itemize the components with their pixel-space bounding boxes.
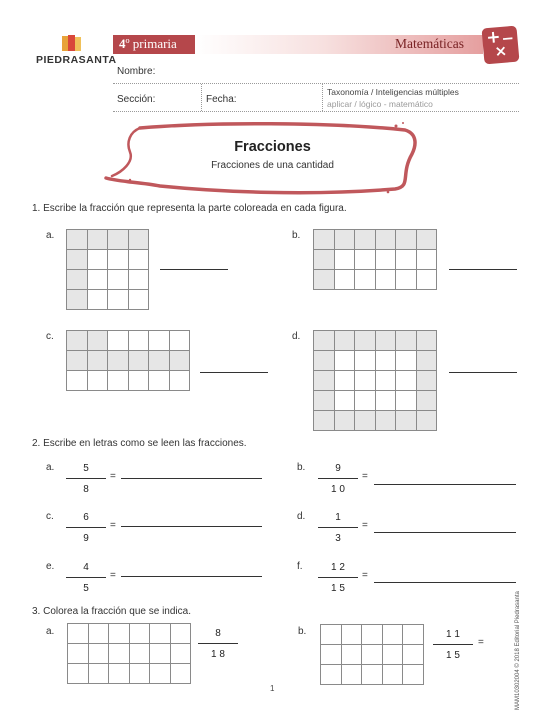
grid-cell-shaded <box>87 230 108 250</box>
grid-cell[interactable] <box>88 664 109 684</box>
grid-cell-shaded <box>416 411 437 431</box>
q2-answer-line-f[interactable] <box>374 582 516 583</box>
grid-cell[interactable] <box>362 625 383 645</box>
q3-grid-b[interactable] <box>320 624 424 685</box>
grid-cell-shaded <box>108 230 129 250</box>
grid-cell <box>416 250 437 270</box>
grid-cell[interactable] <box>88 624 109 644</box>
grid-cell-shaded <box>334 230 355 250</box>
grid-cell-shaded <box>169 351 190 371</box>
grid-cell[interactable] <box>362 665 383 685</box>
grid-cell-shaded <box>314 371 335 391</box>
grid-cell-shaded <box>314 331 335 351</box>
grid-cell[interactable] <box>150 644 171 664</box>
grid-row <box>314 351 437 371</box>
grid-cell-shaded <box>375 331 396 351</box>
q2-numerator-f: 1 2 <box>331 562 345 573</box>
grid-cell-shaded <box>396 331 417 351</box>
grid-cell-shaded <box>355 331 376 351</box>
grid-cell <box>128 290 149 310</box>
grid-cell <box>396 250 417 270</box>
grid-cell <box>375 250 396 270</box>
grid-row <box>314 230 437 250</box>
q2-label-c: c. <box>46 511 54 522</box>
grid-cell-shaded <box>67 230 88 250</box>
q2-label-b: b. <box>297 462 306 473</box>
grid-row <box>321 645 424 665</box>
publisher-logo-text: PIEDRASANTA <box>36 54 117 66</box>
q2-denominator-c: 9 <box>83 533 89 544</box>
grid-cell <box>396 391 417 411</box>
q2-label-d: d. <box>297 511 306 522</box>
grid-cell <box>87 371 108 391</box>
grid-cell <box>128 270 149 290</box>
grid-cell[interactable] <box>150 624 171 644</box>
q2-numerator-a: 5 <box>83 463 89 474</box>
q3-numerator-a: 8 <box>215 628 221 639</box>
q1-label-c: c. <box>46 331 54 342</box>
grid-cell <box>355 250 376 270</box>
grid-cell[interactable] <box>129 644 150 664</box>
grid-cell <box>334 351 355 371</box>
question-3-prompt: 3. Colorea la fracción que se indica. <box>32 606 191 617</box>
grid-cell <box>355 351 376 371</box>
grid-cell[interactable] <box>170 624 191 644</box>
grid-cell[interactable] <box>68 644 89 664</box>
grid-cell <box>355 391 376 411</box>
grid-cell-shaded <box>314 270 335 290</box>
grid-cell-shaded <box>87 351 108 371</box>
fraction-grid <box>66 330 190 391</box>
grid-cell <box>396 270 417 290</box>
grid-cell[interactable] <box>150 664 171 684</box>
grid-cell[interactable] <box>403 625 424 645</box>
grid-cell-shaded <box>396 411 417 431</box>
grid-cell-shaded <box>375 411 396 431</box>
grid-cell-shaded <box>314 250 335 270</box>
grid-cell-shaded <box>416 391 437 411</box>
grid-row <box>67 331 190 351</box>
grid-row <box>67 290 149 310</box>
grid-cell-shaded <box>396 230 417 250</box>
grid-cell-shaded <box>314 351 335 371</box>
grid-row <box>314 371 437 391</box>
grid-cell-shaded <box>149 351 170 371</box>
grid-cell[interactable] <box>321 625 342 645</box>
grid-cell <box>355 270 376 290</box>
q2-numerator-e: 4 <box>83 562 89 573</box>
q3-denominator-b: 1 5 <box>446 650 460 661</box>
grid-cell <box>375 351 396 371</box>
grid-cell-shaded <box>375 230 396 250</box>
name-field[interactable] <box>113 83 519 84</box>
grid-row <box>67 351 190 371</box>
q2-equals-e: = <box>110 570 116 581</box>
q1-grid-a <box>66 229 149 310</box>
grid-row <box>314 411 437 431</box>
name-label: Nombre: <box>117 66 156 77</box>
math-operations-badge-icon: + − × <box>481 26 519 65</box>
fraction-grid[interactable] <box>320 624 424 685</box>
grid-row <box>68 644 191 664</box>
q1-label-a: a. <box>46 230 55 241</box>
grid-cell[interactable] <box>321 665 342 685</box>
form-divider <box>201 84 202 111</box>
grid-cell <box>108 270 129 290</box>
grid-row <box>321 665 424 685</box>
form-bottom-line <box>113 111 519 112</box>
grid-cell[interactable] <box>321 645 342 665</box>
q1-answer-line-d[interactable] <box>449 372 517 373</box>
q2-numerator-b: 9 <box>335 463 341 474</box>
grid-cell[interactable] <box>341 645 362 665</box>
grid-cell-shaded <box>67 250 88 270</box>
grid-cell-shaded <box>334 411 355 431</box>
q3-numerator-b: 1 1 <box>446 629 460 640</box>
grid-row <box>68 664 191 684</box>
grid-cell <box>396 351 417 371</box>
grid-cell <box>108 371 129 391</box>
grid-cell <box>108 331 129 351</box>
grid-cell <box>375 270 396 290</box>
q2-label-f: f. <box>297 561 303 572</box>
title-banner-swirl <box>100 120 425 195</box>
q2-equals-f: = <box>362 570 368 581</box>
grid-row <box>67 270 149 290</box>
q3-denominator-a: 1 8 <box>211 649 225 660</box>
grid-cell[interactable] <box>170 644 191 664</box>
grid-row <box>314 391 437 411</box>
form-divider <box>322 84 323 111</box>
grid-cell-shaded <box>416 351 437 371</box>
q2-denominator-d: 3 <box>335 533 341 544</box>
q2-answer-line-b[interactable] <box>374 484 516 485</box>
fraction-grid <box>313 229 437 290</box>
grid-cell-shaded <box>355 230 376 250</box>
grid-cell <box>149 371 170 391</box>
grid-cell[interactable] <box>129 624 150 644</box>
piedrasanta-book-logo-icon <box>62 35 82 53</box>
q2-answer-line-d[interactable] <box>374 532 516 533</box>
grid-cell <box>87 250 108 270</box>
q1-grid-b <box>313 229 437 290</box>
q1-label-b: b. <box>292 230 301 241</box>
q2-denominator-f: 1 5 <box>331 583 345 594</box>
grid-cell[interactable] <box>382 645 403 665</box>
q3-equals-b: = <box>478 637 484 648</box>
grid-cell[interactable] <box>403 665 424 685</box>
worksheet-subtitle: Fracciones de una cantidad <box>211 160 334 171</box>
q1-grid-c <box>66 330 190 391</box>
q2-equals-c: = <box>110 520 116 531</box>
grid-cell <box>396 371 417 391</box>
grid-row <box>314 331 437 351</box>
grid-row <box>67 230 149 250</box>
grid-cell[interactable] <box>88 644 109 664</box>
grid-cell <box>149 331 170 351</box>
grid-cell-shaded <box>334 331 355 351</box>
grid-row <box>321 625 424 645</box>
page-number: 1 <box>270 684 275 693</box>
grid-row <box>67 250 149 270</box>
grid-cell <box>334 371 355 391</box>
question-1-prompt: 1. Escribe la fracción que representa la parte coloreada en cada figura. <box>32 203 347 214</box>
grid-cell <box>108 250 129 270</box>
grid-cell <box>375 371 396 391</box>
grid-cell <box>334 250 355 270</box>
grid-cell-shaded <box>67 351 88 371</box>
grid-row <box>67 371 190 391</box>
q1-label-d: d. <box>292 331 301 342</box>
grid-row <box>314 270 437 290</box>
taxonomy-title: Taxonomía / Inteligencias múltiples <box>327 87 459 97</box>
grid-cell <box>416 270 437 290</box>
grid-cell-shaded <box>314 391 335 411</box>
grid-row <box>68 624 191 644</box>
q2-answer-line-a[interactable] <box>121 478 262 479</box>
grid-cell <box>87 270 108 290</box>
fraction-grid <box>66 229 149 310</box>
grid-cell[interactable] <box>109 644 130 664</box>
grid-cell <box>108 290 129 310</box>
grid-cell[interactable] <box>403 645 424 665</box>
q2-equals-d: = <box>362 520 368 531</box>
grid-cell[interactable] <box>362 645 383 665</box>
grid-cell <box>334 391 355 411</box>
q2-denominator-e: 5 <box>83 583 89 594</box>
q2-numerator-d: 1 <box>335 512 341 523</box>
q1-answer-line-a[interactable] <box>160 269 228 270</box>
grid-cell[interactable] <box>68 664 89 684</box>
grid-cell <box>87 290 108 310</box>
q1-answer-line-c[interactable] <box>200 372 268 373</box>
grid-cell[interactable] <box>382 625 403 645</box>
q2-fraction-bar-d <box>318 527 358 528</box>
grid-cell <box>128 371 149 391</box>
q2-answer-line-e[interactable] <box>121 576 262 577</box>
q3-label-b: b. <box>298 626 307 637</box>
copyright-code: MAM10302004 © 2018 Editorial Piedrasanta <box>515 591 521 710</box>
grid-cell-shaded <box>314 230 335 250</box>
grid-cell[interactable] <box>129 664 150 684</box>
grid-cell <box>334 270 355 290</box>
q2-fraction-bar-c <box>66 527 106 528</box>
worksheet-title: Fracciones <box>234 139 311 155</box>
grid-cell-shaded <box>355 411 376 431</box>
grid-cell-shaded <box>416 371 437 391</box>
grid-cell-shaded <box>416 331 437 351</box>
grid-cell-shaded <box>416 230 437 250</box>
grid-row <box>314 250 437 270</box>
grid-cell-shaded <box>108 351 129 371</box>
grid-cell[interactable] <box>170 664 191 684</box>
taxonomy-detail: aplicar / lógico - matemático <box>327 99 433 109</box>
q2-denominator-b: 1 0 <box>331 484 345 495</box>
q2-fraction-bar-a <box>66 478 106 479</box>
q3-fraction-bar-b <box>433 644 473 645</box>
grid-cell <box>375 391 396 411</box>
grid-cell-shaded <box>87 331 108 351</box>
q2-equals-a: = <box>110 471 116 482</box>
grid-cell-shaded <box>128 351 149 371</box>
grid-cell <box>355 371 376 391</box>
grid-cell[interactable] <box>109 624 130 644</box>
q3-fraction-bar-a <box>198 643 238 644</box>
question-2-prompt: 2. Escribe en letras como se leen las fracciones. <box>32 438 247 449</box>
q2-denominator-a: 8 <box>83 484 89 495</box>
date-label: Fecha: <box>206 94 237 105</box>
grid-cell[interactable] <box>341 665 362 685</box>
grid-cell <box>128 331 149 351</box>
grid-cell-shaded <box>67 331 88 351</box>
q2-label-a: a. <box>46 462 55 473</box>
q2-fraction-bar-b <box>318 478 358 479</box>
grid-cell[interactable] <box>341 625 362 645</box>
fraction-grid[interactable] <box>67 623 191 684</box>
grid-cell <box>169 371 190 391</box>
q2-answer-line-c[interactable] <box>121 526 262 527</box>
grid-cell <box>169 331 190 351</box>
grid-cell <box>128 250 149 270</box>
q1-grid-d <box>313 330 437 431</box>
grid-cell[interactable] <box>109 664 130 684</box>
q2-numerator-c: 6 <box>83 512 89 523</box>
grid-cell-shaded <box>67 290 88 310</box>
q3-label-a: a. <box>46 626 55 637</box>
q1-answer-line-b[interactable] <box>449 269 517 270</box>
q3-grid-a[interactable] <box>67 623 191 684</box>
q2-equals-b: = <box>362 471 368 482</box>
grade-label: 4º primaria <box>119 36 177 51</box>
q2-fraction-bar-e <box>66 577 106 578</box>
grid-cell-shaded <box>67 270 88 290</box>
grid-cell[interactable] <box>68 624 89 644</box>
grid-cell-shaded <box>128 230 149 250</box>
grid-cell <box>67 371 88 391</box>
q2-fraction-bar-f <box>318 577 358 578</box>
fraction-grid <box>313 330 437 431</box>
subject-title: Matemáticas <box>395 36 464 51</box>
grid-cell[interactable] <box>382 665 403 685</box>
q2-label-e: e. <box>46 561 55 572</box>
section-label: Sección: <box>117 94 156 105</box>
grid-cell-shaded <box>314 411 335 431</box>
